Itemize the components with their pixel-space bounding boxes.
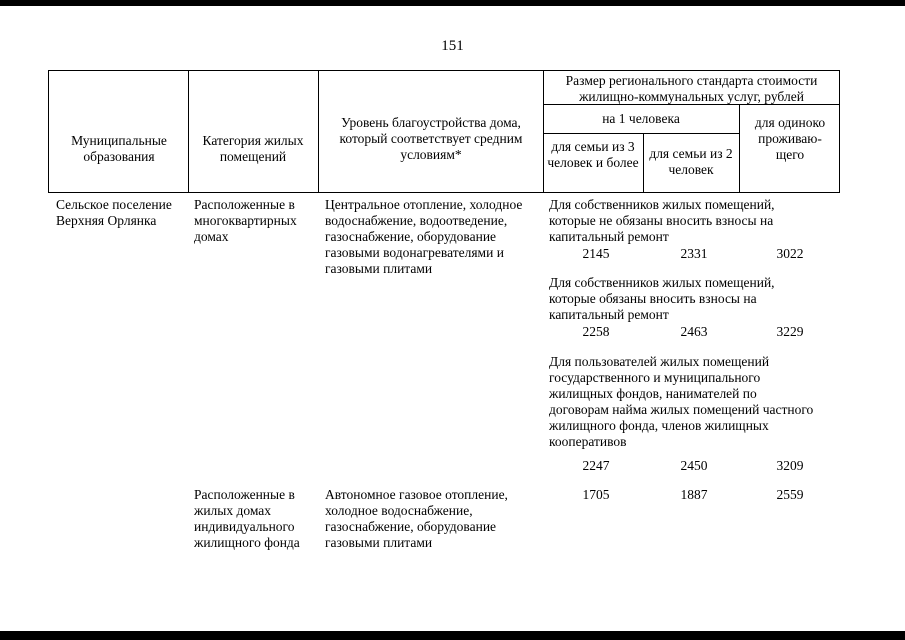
row1-group2-value-single: 3229 xyxy=(776,324,804,339)
scan-top-edge xyxy=(0,0,905,6)
header-family-2: для семьи из 2 человек xyxy=(649,146,733,177)
header-per-person: на 1 человека xyxy=(602,111,680,126)
municipality-name: Сельское поселение Верхняя Орлянка xyxy=(56,197,172,228)
row1-group1-value-family3: 2145 xyxy=(582,246,610,261)
row1-group1-value-single: 3022 xyxy=(776,246,804,261)
row2-value-family3: 1705 xyxy=(582,487,610,502)
header-comfort-level: Уровень благоустройства дома, который соответствует средним условиям* xyxy=(339,115,523,162)
row2-value-single: 2559 xyxy=(776,487,804,502)
row1-group3-value-single: 3209 xyxy=(776,458,804,473)
row1-category: Расположенные в многоквартирных домах xyxy=(194,197,297,244)
header-category: Категория жилых помещений xyxy=(202,133,304,164)
page-number: 151 xyxy=(441,38,464,54)
scan-bottom-edge xyxy=(0,631,905,640)
row1-group1-label: Для собственников жилых помещений, которые не обязаны вносить взносы на капитальный ремонт xyxy=(549,197,775,244)
header-family-3-plus: для семьи из 3 человек и более xyxy=(547,139,639,170)
row2-comfort: Автономное газовое отопление, холодное водоснабжение, газоснабжение, оборудование газовыми плитами xyxy=(325,487,508,550)
row1-group2-value-family2: 2463 xyxy=(680,324,708,339)
row1-comfort: Центральное отопление, холодное водоснабжение, водоотведение, газоснабжение, оборудование газовыми водонагревателями и газовыми плитами xyxy=(325,197,523,276)
header-single: для одиноко проживаю-щего xyxy=(754,115,826,162)
header-municipality: Муниципальные образования xyxy=(71,133,167,164)
row1-group2-label: Для собственников жилых помещений, которые обязаны вносить взносы на капитальный ремонт xyxy=(549,275,775,322)
row2-value-family2: 1887 xyxy=(680,487,708,502)
row1-group3-label: Для пользователей жилых помещений государственного и муниципального жилищных фондов, нанимателей по договорам найма жилых помещений частного жилищного фонда, членов жилищных кооперативов xyxy=(549,354,814,449)
row2-category: Расположенные в жилых домах индивидуального жилищного фонда xyxy=(194,487,300,550)
row1-group1-value-family2: 2331 xyxy=(680,246,708,261)
row1-group3-value-family2: 2450 xyxy=(680,458,708,473)
header-standard-size: Размер регионального стандарта стоимости жилищно-коммунальных услуг, рублей xyxy=(565,73,818,104)
row1-group2-value-family3: 2258 xyxy=(582,324,610,339)
row1-group3-value-family3: 2247 xyxy=(582,458,610,473)
